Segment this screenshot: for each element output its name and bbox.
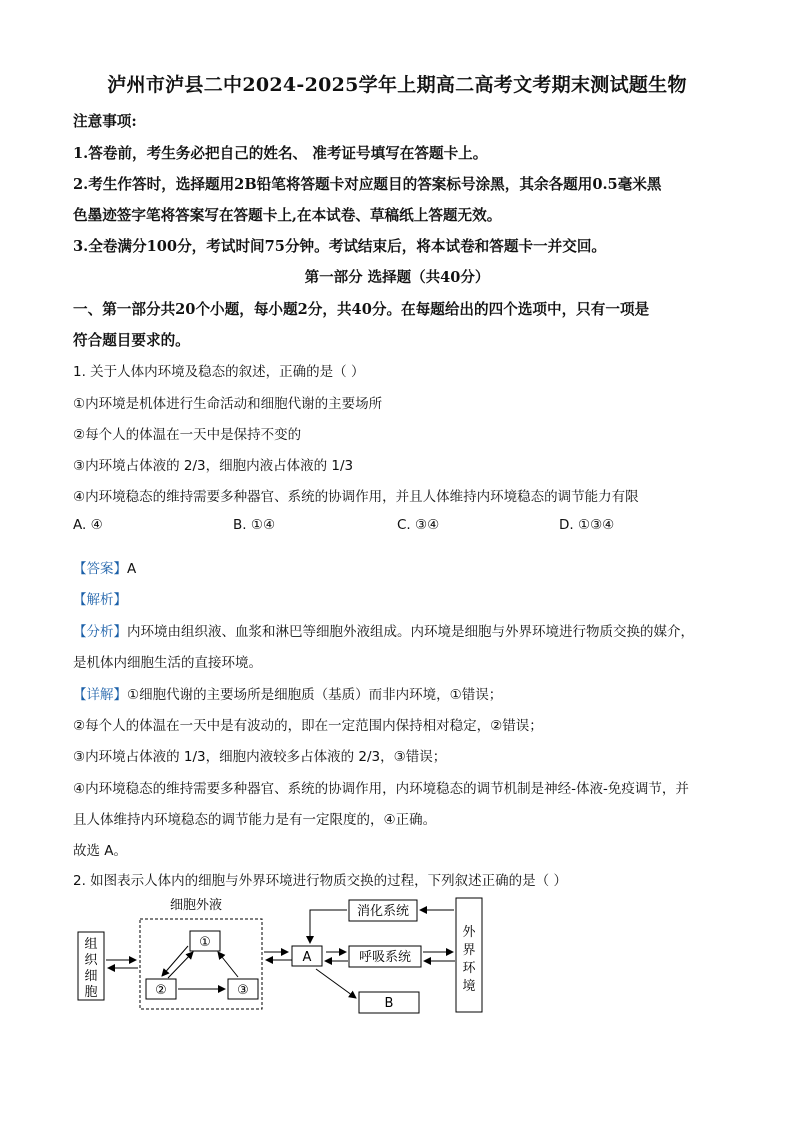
digestive-system-label: 消化系统 — [356, 904, 410, 919]
analysis-tag: 【解析】 — [73, 592, 127, 608]
node-1-label: ① — [199, 935, 211, 950]
q1-xiangjie-5: 且人体维持内环境稳态的调节能力是有一定限度的，④正确。 — [73, 812, 437, 828]
q1-statement-3: ③内环境占体液的 2/3，细胞内液占体液的 1/3 — [73, 458, 354, 474]
q1-option-c: C. ③④ — [397, 517, 440, 533]
q1-option-a: A. ④ — [73, 517, 103, 533]
environment-char-1: 外 — [462, 925, 476, 940]
q1-statement-2: ②每个人的体温在一天中是保持不变的 — [73, 427, 302, 443]
q1-fenxi-1 — [73, 620, 694, 640]
environment-char-4: 境 — [462, 979, 476, 994]
q1-statement-1: ①内环境是机体进行生命活动和细胞代谢的主要场所 — [73, 396, 383, 412]
q1-answer — [73, 557, 136, 577]
notice-item-1: 1.答卷前，考生务必把自己的姓名、 准考证号填写在答题卡上。 — [73, 145, 488, 162]
q1-option-b: B. ①④ — [233, 517, 276, 533]
fenxi-text-1: 内环境由组织液、血浆和淋巴等细胞外液组成。内环境是细胞与外界环境进行物质交换的媒介， — [127, 624, 694, 640]
q1-fenxi-2: 是机体内细胞生活的直接环境。 — [73, 655, 262, 671]
tissue-cell-char-4: 胞 — [84, 985, 98, 1000]
q1-xiangjie-3: ③内环境占体液的 1/3，细胞内液较多占体液的 2/3，③错误； — [73, 749, 447, 765]
answer-tag: 【答案】 — [73, 561, 127, 577]
tissue-cell-char-3: 细 — [84, 969, 98, 984]
extracellular-label: 细胞外液 — [170, 898, 223, 913]
fenxi-tag: 【分析】 — [73, 624, 127, 640]
node-2-label: ② — [155, 983, 167, 998]
section-instructions-2: 符合题目要求的。 — [73, 332, 190, 349]
q1-xiangjie-1 — [73, 683, 502, 703]
node-a-label: A — [302, 950, 312, 965]
answer-value: A — [127, 561, 137, 577]
notice-item-2: 2.考生作答时，选择题用2B铅笔将答题卡对应题目的答案标号涂黑，其余各题用0.5毫米黑 — [73, 176, 662, 193]
tissue-cell-char-2: 织 — [84, 953, 98, 968]
exchange-diagram — [70, 890, 490, 1020]
section-title: 第一部分 选择题（共40分） — [304, 269, 490, 286]
q2-stem: 2. 如图表示人体内的细胞与外界环境进行物质交换的过程，下列叙述正确的是（ ） — [73, 873, 567, 889]
section-instructions-1: 一、第一部分共20个小题，每小题2分，共40分。在每题给出的四个选项中，只有一项是 — [73, 301, 650, 318]
notice-item-2-cont: 色墨迹签字笔将答案写在答题卡上,在本试卷、草稿纸上答题无效。 — [73, 207, 502, 224]
notice-heading: 注意事项: — [73, 113, 137, 130]
q1-xiangjie-2: ②每个人的体温在一天中是有波动的，即在一定范围内保持相对稳定，②错误； — [73, 718, 543, 734]
tissue-cell-char-1: 组 — [84, 937, 98, 952]
node-b-label: B — [384, 996, 394, 1011]
node-3-label: ③ — [237, 983, 249, 998]
xiangjie-text-1: ①细胞代谢的主要场所是细胞质（基质）而非内环境，①错误； — [127, 687, 503, 703]
environment-char-3: 环 — [462, 961, 476, 976]
q1-option-d: D. ①③④ — [559, 517, 615, 533]
exam-title: 泸州市泸县二中2024-2025学年上期高二高考文考期末测试题生物 — [107, 74, 687, 96]
environment-char-2: 界 — [462, 943, 476, 958]
xiangjie-tag: 【详解】 — [73, 687, 127, 703]
q1-statement-4: ④内环境稳态的维持需要多种器官、系统的协调作用，并且人体维持内环境稳态的调节能力有限 — [73, 489, 639, 505]
notice-item-3: 3.全卷满分100分，考试时间75分钟。考试结束后，将本试卷和答题卡一并交回。 — [73, 238, 607, 255]
respiratory-system-label: 呼吸系统 — [358, 950, 412, 965]
q1-analysis-tag — [73, 588, 127, 608]
q1-stem: 1. 关于人体内环境及稳态的叙述，正确的是（ ） — [73, 364, 365, 380]
q1-conclusion: 故选 A。 — [73, 843, 128, 859]
q1-xiangjie-4: ④内环境稳态的维持需要多种器官、系统的协调作用，内环境稳态的调节机制是神经-体液-免疫调节，并 — [73, 781, 689, 797]
